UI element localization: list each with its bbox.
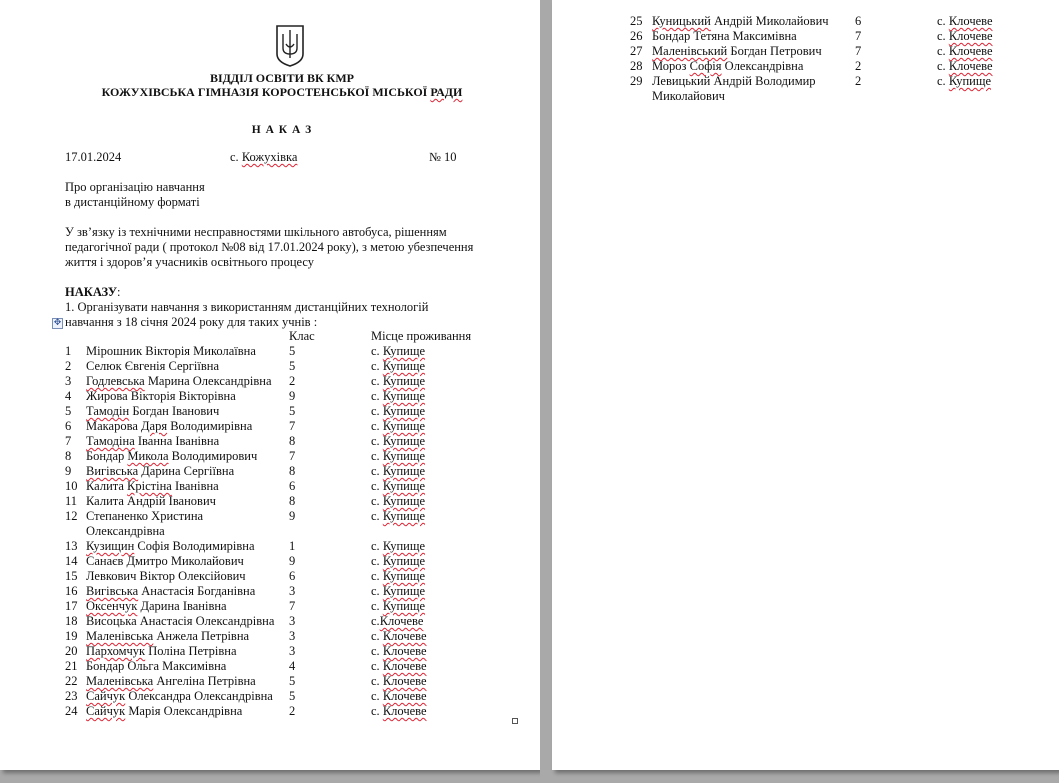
order-date: 17.01.2024 xyxy=(65,150,122,164)
student-name: Тамодіна Іванна Іванівна xyxy=(86,434,220,448)
table-row xyxy=(0,539,540,554)
student-class: 6 xyxy=(289,479,296,493)
table-row xyxy=(0,434,540,449)
row-number: 7 xyxy=(65,434,72,448)
student-name: Тамодін Богдан Іванович xyxy=(86,404,220,418)
student-name: Кузищин Софія Володимирівна xyxy=(86,539,255,553)
preamble-line: У зв’язку із технічними несправностями шкільного автобуса, рішенням xyxy=(65,225,447,239)
student-residence: с.Клочеве xyxy=(371,614,424,628)
student-residence: с. Купище xyxy=(371,569,426,583)
table-row xyxy=(0,344,540,359)
row-number: 29 xyxy=(630,74,643,88)
student-name: Маленівська Ангеліна Петрівна xyxy=(86,674,256,688)
header-org-line2: КОЖУХІВСЬКА ГІМНАЗІЯ КОРОСТЕНСЬКОЇ МІСЬКОЇ РАДИ xyxy=(101,85,463,99)
student-name: Степаненко Христина xyxy=(86,509,204,523)
student-residence: с. Клочеве xyxy=(371,629,427,643)
student-class: 7 xyxy=(289,599,296,613)
row-number: 27 xyxy=(630,44,643,58)
subject-line: Про організацію навчання xyxy=(65,180,205,194)
order-heading: НАКАЗУ: xyxy=(65,285,121,299)
table-row xyxy=(552,29,1059,44)
row-number: 17 xyxy=(65,599,78,613)
document-page-2 xyxy=(552,0,1059,770)
table-row xyxy=(552,44,1059,59)
student-name: Оксенчук Дарина Іванівна xyxy=(86,599,227,613)
order-number: № 10 xyxy=(429,150,457,164)
student-class: 2 xyxy=(855,59,862,73)
student-class: 5 xyxy=(289,404,296,418)
student-residence: с. Клочеве xyxy=(371,704,427,718)
row-number: 13 xyxy=(65,539,78,553)
student-residence: с. Купище xyxy=(371,344,426,358)
student-name: Вигівська Анастасія Богданівна xyxy=(86,584,256,598)
student-residence: с. Купище xyxy=(371,464,426,478)
student-residence: с. Клочеве xyxy=(371,644,427,658)
student-name: Левкович Віктор Олексійович xyxy=(86,569,246,583)
student-class: 6 xyxy=(289,569,296,583)
table-row xyxy=(0,704,540,719)
student-name: Мірошник Вікторія Миколаївна xyxy=(86,344,256,358)
table-row xyxy=(0,374,540,389)
student-residence: с. Купище xyxy=(371,479,426,493)
table-row xyxy=(0,644,540,659)
student-residence: с. Купище xyxy=(371,404,426,418)
student-name: Годлевська Марина Олександрівна xyxy=(86,374,272,388)
student-residence: с. Купище xyxy=(371,599,426,613)
row-number: 15 xyxy=(65,569,78,583)
student-residence: с. Купище xyxy=(371,584,426,598)
table-row xyxy=(0,509,540,524)
student-name: Висоцька Анастасія Олександрівна xyxy=(86,614,275,628)
table-row xyxy=(0,404,540,419)
table-move-handle-icon[interactable]: ✥ xyxy=(53,318,62,328)
student-name-continued: Миколайович xyxy=(652,89,725,103)
student-class: 8 xyxy=(289,494,296,508)
student-name: Санаєв Дмитро Миколайович xyxy=(86,554,244,568)
student-class: 7 xyxy=(289,449,296,463)
student-class: 5 xyxy=(289,344,296,358)
student-residence: с. Клочеве xyxy=(937,29,993,43)
student-class: 2 xyxy=(289,374,296,388)
row-number: 23 xyxy=(65,689,78,703)
subject-line: в дистанційному форматі xyxy=(65,195,200,209)
student-name: Бондар Тетяна Максимівна xyxy=(652,29,797,43)
student-name: Мороз Софія Олександрівна xyxy=(652,59,804,73)
student-residence: с. Клочеве xyxy=(937,59,993,73)
student-residence: с. Клочеве xyxy=(937,44,993,58)
student-residence: с. Клочеве xyxy=(937,14,993,28)
table-row xyxy=(0,659,540,674)
student-name: Маленівський Богдан Петрович xyxy=(652,44,822,58)
student-class: 2 xyxy=(855,74,862,88)
row-number: 26 xyxy=(630,29,643,43)
student-name: Бондар Ольга Максимівна xyxy=(86,659,227,673)
preamble-line: життя і здоров’я учасників освітнього процесу xyxy=(65,255,315,269)
column-header-class: Клас xyxy=(289,329,315,343)
row-number: 12 xyxy=(65,509,78,523)
student-class: 9 xyxy=(289,554,296,568)
student-residence: с. Купище xyxy=(371,419,426,433)
student-residence: с. Клочеве xyxy=(371,689,427,703)
row-number: 4 xyxy=(65,389,72,403)
student-name: Калита Крістіна Іванівна xyxy=(86,479,219,493)
column-header-place: Місце проживання xyxy=(371,329,472,343)
row-number: 24 xyxy=(65,704,78,718)
student-class: 3 xyxy=(289,629,296,643)
table-row xyxy=(0,479,540,494)
student-residence: с. Купище xyxy=(371,509,426,523)
table-row xyxy=(0,689,540,704)
row-number: 11 xyxy=(65,494,78,508)
student-class: 8 xyxy=(289,464,296,478)
student-name: Селюк Євгенія Сергіївна xyxy=(86,359,220,373)
student-class: 7 xyxy=(855,29,862,43)
row-number: 9 xyxy=(65,464,72,478)
student-residence: с. Купище xyxy=(371,374,426,388)
table-row xyxy=(0,419,540,434)
row-number: 20 xyxy=(65,644,78,658)
table-row-continuation xyxy=(552,89,1059,104)
student-name: Куницький Андрій Миколайович xyxy=(652,14,829,28)
table-row xyxy=(0,674,540,689)
row-number: 14 xyxy=(65,554,78,568)
student-residence: с. Клочеве xyxy=(371,659,427,673)
student-name: Калита Андрій Іванович xyxy=(86,494,216,508)
order-item-1: 1. Організувати навчання з використанням дистанційних технологій xyxy=(65,300,429,314)
row-number: 19 xyxy=(65,629,78,643)
row-number: 21 xyxy=(65,659,78,673)
student-class: 9 xyxy=(289,389,296,403)
preamble-line: педагогічної ради ( протокол №08 від 17.01.2024 року), з метою убезпечення xyxy=(65,240,474,254)
student-class: 3 xyxy=(289,584,296,598)
student-name: Макарова Даря Володимирівна xyxy=(86,419,253,433)
student-residence: с. Купище xyxy=(371,539,426,553)
header-org-line1: ВІДДІЛ ОСВІТИ ВК КМР xyxy=(209,71,355,85)
student-class: 3 xyxy=(289,644,296,658)
row-number: 10 xyxy=(65,479,78,493)
student-residence: с. Купище xyxy=(937,74,992,88)
student-name: Пархомчук Поліна Петрівна xyxy=(86,644,237,658)
table-row xyxy=(0,614,540,629)
row-number: 18 xyxy=(65,614,78,628)
row-number: 2 xyxy=(65,359,72,373)
student-class: 7 xyxy=(855,44,862,58)
student-name: Бондар Микола Володимирович xyxy=(86,449,258,463)
row-number: 8 xyxy=(65,449,72,463)
table-row xyxy=(552,14,1059,29)
table-row xyxy=(0,494,540,509)
row-number: 25 xyxy=(630,14,643,28)
student-name: Левицький Андрій Володимир xyxy=(652,74,816,88)
student-class: 5 xyxy=(289,689,296,703)
student-class: 6 xyxy=(855,14,862,28)
student-class: 1 xyxy=(289,539,296,553)
student-name-continued: Олександрівна xyxy=(86,524,165,538)
row-number: 3 xyxy=(65,374,72,388)
student-class: 8 xyxy=(289,434,296,448)
table-row xyxy=(0,464,540,479)
student-residence: с. Клочеве xyxy=(371,674,427,688)
table-row xyxy=(0,554,540,569)
student-name: Жирова Вікторія Вікторівна xyxy=(86,389,236,403)
student-class: 3 xyxy=(289,614,296,628)
student-name: Сайчук Марія Олександрівна xyxy=(86,704,243,718)
row-number: 1 xyxy=(65,344,72,358)
student-residence: с. Купище xyxy=(371,449,426,463)
table-row xyxy=(0,449,540,464)
student-residence: с. Купище xyxy=(371,434,426,448)
table-row xyxy=(0,569,540,584)
row-number: 6 xyxy=(65,419,72,433)
table-row xyxy=(0,584,540,599)
student-name: Вигівська Дарина Сергіївна xyxy=(86,464,235,478)
row-number: 28 xyxy=(630,59,643,73)
student-residence: с. Купище xyxy=(371,494,426,508)
table-row xyxy=(552,74,1059,89)
student-residence: с. Купище xyxy=(371,389,426,403)
row-number: 16 xyxy=(65,584,78,598)
document-title: Н А К А З xyxy=(251,124,313,136)
student-class: 7 xyxy=(289,419,296,433)
student-residence: с. Купище xyxy=(371,359,426,373)
table-row xyxy=(0,359,540,374)
student-residence: с. Купище xyxy=(371,554,426,568)
table-row xyxy=(0,599,540,614)
order-place: с. Кожухівка xyxy=(230,150,298,164)
student-name: Сайчук Олександра Олександрівна xyxy=(86,689,273,703)
row-number: 22 xyxy=(65,674,78,688)
table-row xyxy=(0,629,540,644)
row-number: 5 xyxy=(65,404,72,418)
table-row xyxy=(552,59,1059,74)
table-resize-handle[interactable] xyxy=(512,718,518,724)
student-class: 5 xyxy=(289,359,296,373)
student-class: 2 xyxy=(289,704,296,718)
trident-emblem-icon xyxy=(275,24,305,68)
table-row-continuation xyxy=(0,524,540,539)
student-name: Маленівська Анжела Петрівна xyxy=(86,629,250,643)
table-row xyxy=(0,389,540,404)
student-class: 4 xyxy=(289,659,296,673)
order-item-1: навчання з 18 січня 2024 року для таких учнів : xyxy=(65,315,318,329)
page-gap xyxy=(540,0,552,783)
student-class: 9 xyxy=(289,509,296,523)
student-class: 5 xyxy=(289,674,296,688)
